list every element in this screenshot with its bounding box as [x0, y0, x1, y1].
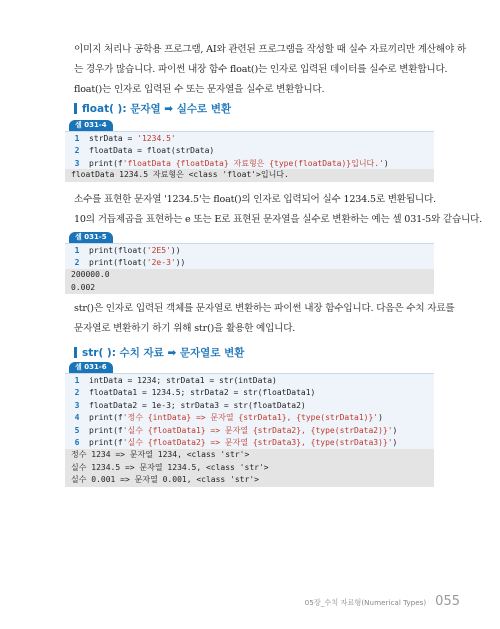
- code-text: strData = '1234.5': [89, 133, 176, 143]
- paragraph-str-explain: [74, 299, 455, 339]
- code-line: [65, 374, 434, 387]
- paragraph-line: str()은 인자로 입력된 객체를 문자열로 변환하는 파이썬 내장 함수입니다. 다음은 수치 자료를: [74, 303, 455, 314]
- code-block: [65, 131, 434, 170]
- code-line: [65, 157, 434, 170]
- line-number: 2: [74, 146, 80, 156]
- code-text: print(f'정수 {intData} => 문자열 {strData1}, {type(strData1)}'): [89, 413, 383, 423]
- page-footer: [305, 594, 460, 609]
- heading-bar-icon: [74, 103, 77, 114]
- line-number: 1: [74, 245, 80, 255]
- line-number: 3: [74, 158, 80, 168]
- output-line: floatData 1234.5 자료형은 <class 'float'>입니다.: [71, 170, 289, 179]
- code-line: [65, 244, 434, 257]
- line-number: 3: [74, 400, 80, 410]
- cell-label: 셀 031-6: [69, 362, 113, 373]
- line-number: 2: [74, 258, 80, 268]
- code-line: [65, 437, 434, 450]
- code-text: floatData = float(strData): [89, 146, 215, 156]
- code-text: intData = 1234; strData1 = str(intData): [89, 375, 277, 385]
- output-line: 실수 0.001 => 문자열 0.001, <class 'str'>: [71, 475, 259, 484]
- code-text: print(f'floatData {floatData} 자료형은 {type(floatData)}입니다.'): [89, 158, 389, 168]
- code-line: [65, 132, 434, 145]
- paragraph-float-explain: [74, 190, 483, 230]
- code-text: print(float('2e-3')): [89, 258, 186, 268]
- code-text: floatData2 = 1e-3; strData3 = str(floatData2): [89, 400, 306, 410]
- intro-paragraph: [74, 40, 466, 100]
- code-block: [65, 243, 434, 269]
- output-block: [65, 449, 434, 487]
- intro-line: float()는 인자로 입력된 수 또는 문자열을 실수로 변환합니다.: [74, 84, 325, 95]
- output-line: 200000.0: [71, 270, 110, 279]
- line-number: 5: [74, 425, 80, 435]
- section-heading-float: [74, 101, 231, 116]
- line-number: 2: [74, 388, 80, 398]
- intro-line: 이미지 처리나 공학용 프로그램, AI와 관련된 프로그램을 작성할 때 실수 자료끼리만 계산해야 하: [74, 44, 466, 55]
- heading-bar-icon: [74, 347, 77, 358]
- code-text: print(float('2E5')): [89, 245, 181, 255]
- code-line: [65, 145, 434, 158]
- code-text: print(f'실수 {floatData2} => 문자열 {strData3}, {type(strData3)}'): [89, 438, 398, 448]
- output-line: 0.002: [71, 282, 96, 292]
- code-text: floatData1 = 1234.5; strData2 = str(floatData1): [89, 388, 316, 398]
- page-number: 055: [435, 594, 460, 609]
- output-line: 실수 1234.5 => 문자열 1234.5, <class 'str'>: [71, 462, 269, 472]
- line-number: 1: [74, 133, 80, 143]
- intro-line: 는 경우가 많습니다. 파이썬 내장 함수 float()는 인자로 입력된 데이터를 실수로 변환합니다.: [74, 64, 448, 75]
- code-line: [65, 399, 434, 412]
- section-title: str( ): 수치 자료 ➡ 문자열로 변환: [82, 347, 245, 359]
- output-block: [65, 269, 434, 294]
- code-line: [65, 257, 434, 270]
- code-line: [65, 424, 434, 437]
- code-line: [65, 387, 434, 400]
- section-heading-str: [74, 345, 244, 360]
- output-block: [65, 169, 434, 182]
- line-number: 6: [74, 438, 80, 448]
- code-text: print(f'실수 {floatData1} => 문자열 {strData2}, {type(strData2)}'): [89, 425, 398, 435]
- line-number: 4: [74, 413, 80, 423]
- line-number: 1: [74, 375, 80, 385]
- code-line: [65, 412, 434, 425]
- paragraph-line: 10의 거듭제곱을 표현하는 e 또는 E로 표현된 문자열을 실수로 변환하는 예는 셀 031-5와 같습니다.: [74, 214, 483, 225]
- cell-label: 셀 031-5: [69, 232, 113, 243]
- paragraph-line: 소수를 표현한 문자열 '1234.5'는 float()의 인자로 입력되어 실수 1234.5로 변환됩니다.: [74, 194, 436, 205]
- output-line: 정수 1234 => 문자열 1234, <class 'str'>: [71, 450, 250, 459]
- paragraph-line: 문자열로 변환하기 하기 위해 str()을 활용한 예입니다.: [74, 323, 296, 334]
- section-title: float( ): 문자열 ➡ 실수로 변환: [82, 103, 232, 115]
- cell-label: 셀 031-4: [69, 120, 113, 131]
- code-block: [65, 373, 434, 449]
- chapter-title: 05장_수치 자료형(Numerical Types): [304, 598, 427, 607]
